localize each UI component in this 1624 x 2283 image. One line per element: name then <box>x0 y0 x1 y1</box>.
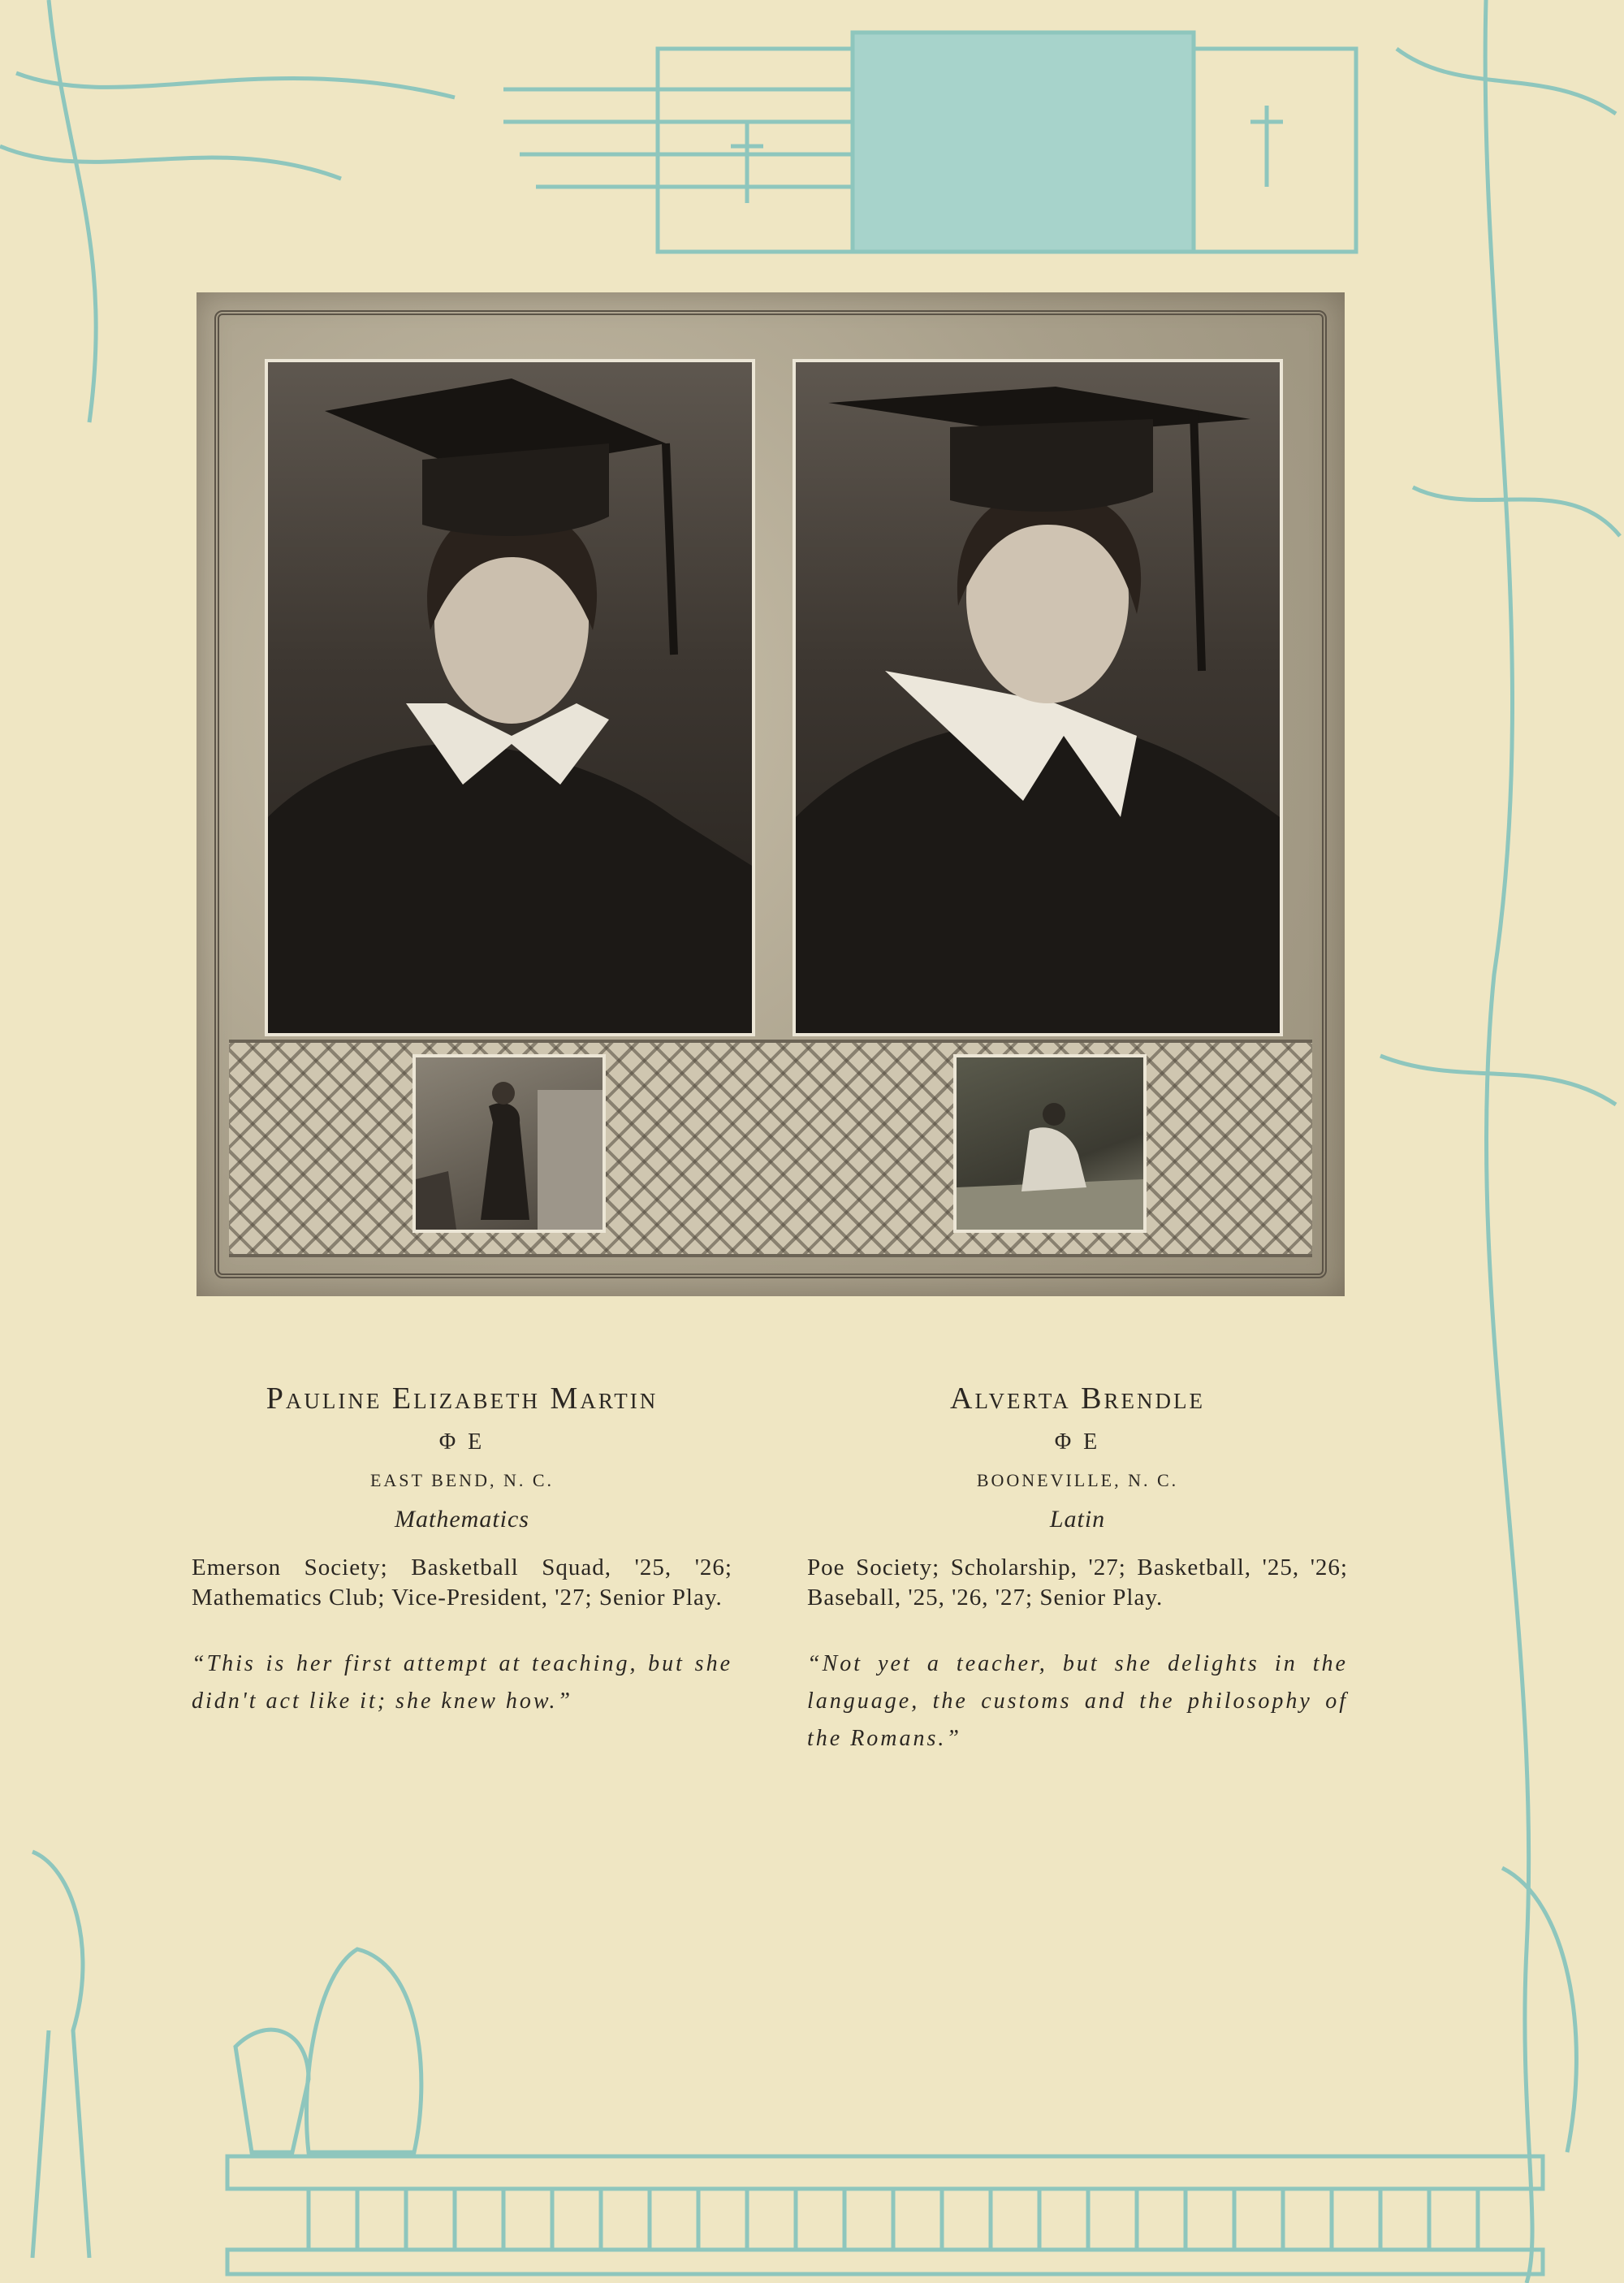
balustrade-rail <box>227 2156 1543 2189</box>
top-stair-lines <box>503 89 853 187</box>
portrait-photo-alverta-brendle <box>793 359 1283 1036</box>
portrait-photo-pauline-martin <box>265 359 755 1036</box>
quote: “This is her first attempt at teaching, but she didn't act like it; she knew how.” <box>192 1651 732 1714</box>
caption-left <box>192 1381 732 1720</box>
subject: Latin <box>1049 1506 1106 1533</box>
activities: Poe Society; Scholarship, '27; Basketball, '25, '26; Baseball, '25, '26, '27; Senior Play. <box>807 1554 1348 1611</box>
balustrade-base <box>227 2250 1543 2274</box>
seated-figure-snapshot <box>957 1057 1143 1230</box>
caption-right <box>807 1381 1348 1758</box>
right-figure <box>1502 1868 1576 2152</box>
student-name: Pauline Elizabeth Martin <box>266 1381 659 1416</box>
snapshot-photo-right <box>953 1054 1147 1233</box>
right-tree-trunk <box>1485 0 1532 2283</box>
graduate-portrait-illustration <box>268 362 752 1033</box>
fraternity-letters: Φ E <box>1054 1429 1101 1455</box>
subject: Mathematics <box>395 1506 529 1533</box>
photo-panel <box>197 292 1345 1296</box>
snapshot-photo-left <box>412 1054 606 1233</box>
hometown: BOONEVILLE, N. C. <box>976 1470 1179 1490</box>
balustrade-balusters <box>309 2189 1478 2250</box>
flower-urn <box>235 2030 309 2152</box>
top-window-panel <box>853 32 1194 252</box>
quote: “Not yet a teacher, but she delights in the language, the customs and the philosophy of the Romans.” <box>807 1651 1348 1751</box>
graduate-portrait-illustration <box>796 362 1280 1033</box>
left-gentleman-figure <box>32 1852 89 2258</box>
lady-figure <box>307 1949 421 2152</box>
student-name: Alverta Brendle <box>950 1381 1205 1416</box>
fraternity-letters: Φ E <box>438 1429 486 1455</box>
lattice-band <box>229 1040 1312 1257</box>
standing-figure-snapshot <box>416 1057 603 1230</box>
activities: Emerson Society; Basketball Squad, '25, '26; Mathematics Club; Vice-President, '27; Senior Play. <box>192 1554 732 1611</box>
hometown: EAST BEND, N. C. <box>369 1470 555 1490</box>
right-tree-branches <box>1380 49 1620 1105</box>
